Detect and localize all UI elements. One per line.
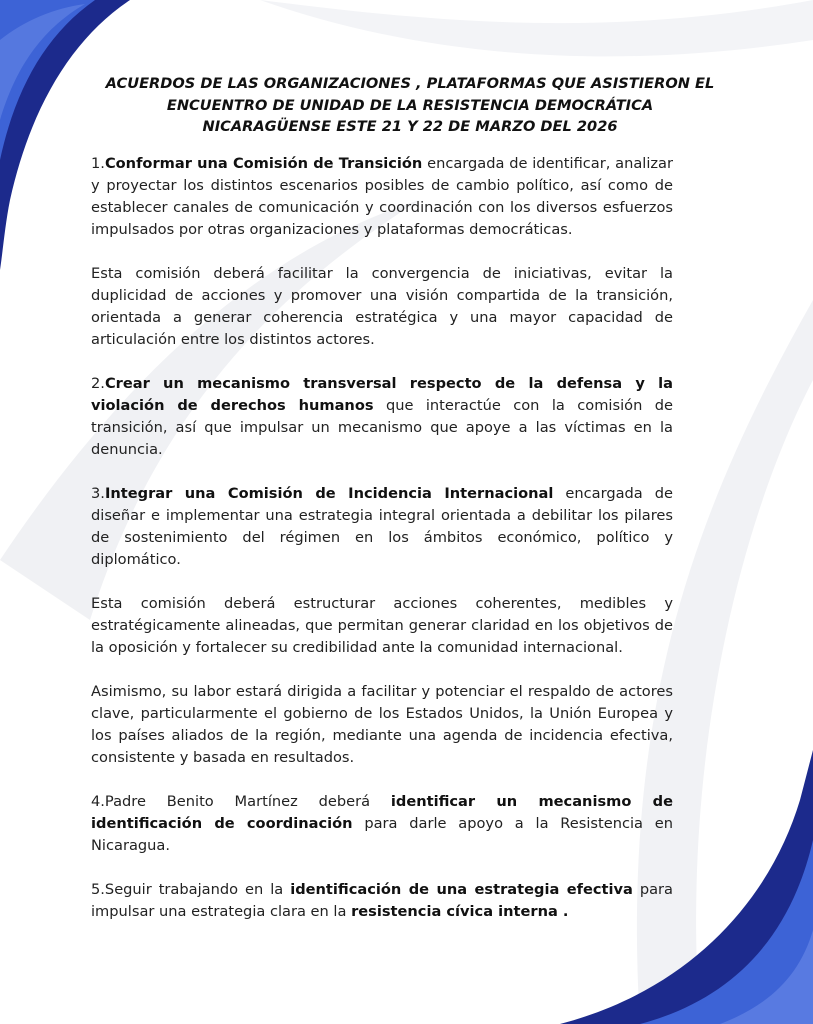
agreement-2-heading: Crear un mecanismo transversal respecto de la defensa y la violación de derechos humanos xyxy=(91,375,673,414)
title-line: ENCUENTRO DE UNIDAD DE LA RESISTENCIA DEMOCRÁTICA xyxy=(166,96,654,114)
document-body xyxy=(91,153,673,945)
agreement-item-1: 1.Conformar una Comisión de Transición encargada de identificar, analizar y proyectar los distintos escenarios posibles de cambio político, así como de establecer canales de comunicación y coordinación con los diversos esfuerzos impulsados por otras organizaciones y plataformas democráticas. xyxy=(91,155,673,238)
agreement-5-emphasis: resistencia cívica interna . xyxy=(351,903,569,920)
agreement-item-3-paragraph-2: Esta comisión deberá estructurar acciones coherentes, medibles y estratégicamente alineadas, que permitan generar claridad en los objetivos de la oposición y fortalecer su credibilidad ante la comunidad internacional. xyxy=(91,595,673,656)
agreement-4-emphasis: identificar un mecanismo de identificación de coordinación xyxy=(91,793,673,832)
agreement-5-emphasis: identificación de una estrategia efectiva xyxy=(290,881,633,898)
agreement-3-heading: Integrar una Comisión de Incidencia Internacional xyxy=(104,485,554,502)
agreement-item-5: 5.Seguir trabajando en la identificación de una estrategia efectiva para impulsar una estrategia clara en la resistencia cívica interna . xyxy=(91,881,673,920)
title-line: NICARAGÜENSE ESTE 21 Y 22 DE MARZO DEL 2026 xyxy=(202,118,618,135)
agreement-item-1-paragraph-2: Esta comisión deberá facilitar la convergencia de iniciativas, evitar la duplicidad de acciones y promover una visión compartida de la transición, orientada a generar coherencia estratégica y una mayor capacidad de articulación entre los distintos actores. xyxy=(91,265,673,348)
agreement-item-3-paragraph-3: Asimismo, su labor estará dirigida a facilitar y potenciar el respaldo de actores clave, particularmente el gobierno de los Estados Unidos, la Unión Europea y los países aliados de la región, mediante una agenda de incidencia efectiva, consistente y basada en resultados. xyxy=(91,683,673,766)
agreement-1-heading: Conformar una Comisión de Transición xyxy=(104,155,423,172)
document-title xyxy=(80,73,740,138)
agreement-item-3: 3.Integrar una Comisión de Incidencia Internacional encargada de diseñar e implementar una estrategia integral orientada a debilitar los pilares de sostenimiento del régimen en los ámbitos económico, político y diplomático. xyxy=(91,485,673,568)
title-line: ACUERDOS DE LAS ORGANIZACIONES , PLATAFORMAS QUE ASISTIERON EL xyxy=(105,75,715,92)
agreement-item-2: 2.Crear un mecanismo transversal respecto de la defensa y la violación de derechos humanos que interactúe con la comisión de transición, así que impulsar un mecanismo que apoye a las víctimas en la denuncia. xyxy=(91,375,673,458)
agreement-item-4: 4.Padre Benito Martínez deberá identificar un mecanismo de identificación de coordinación para darle apoyo a la Resistencia en Nicaragua. xyxy=(91,793,673,854)
